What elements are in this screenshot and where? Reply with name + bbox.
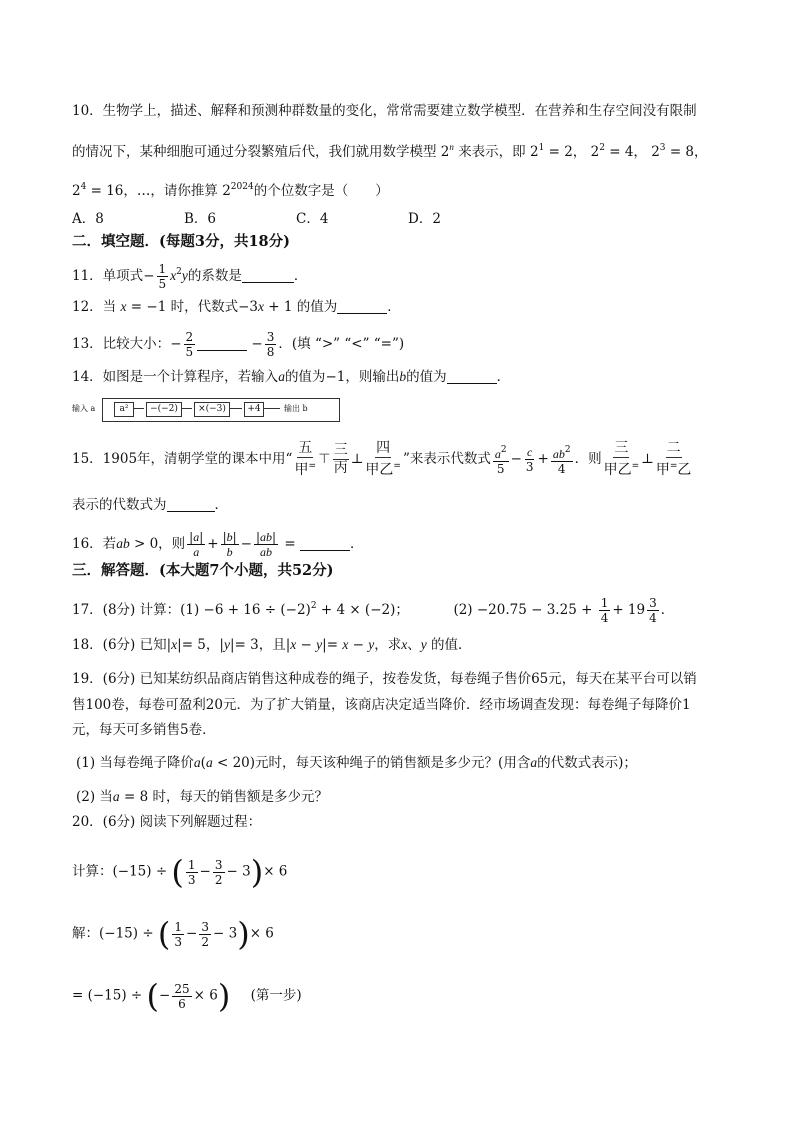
q19-line3: 元，每天可多销售5卷． [72,722,216,738]
section2-heading: 二．填空题．(每题3分，共18分) [72,233,290,250]
q19-line1: 19．(6分) 已知某纺织品商店销售这种成卷的绳子，按卷发货，每卷绳子售价65元，每天在某平台可以销 [72,671,697,687]
flow-arrow [264,408,280,409]
q15: 15．1905年，清朝学堂的课本中用“ $\frac{\text{五}}{甲^=}$ ⊤ $\frac{\text{三}}{\text{丙}}$ ⊥ $\frac{\text{四}}{甲乙^=}$ ”来表示代数式 $\frac{a^2}{5}$ − $\frac{c}{3}$ + $\frac{ab^2}{4}$ ．则 $\frac{\text{三}}{甲乙^=}$ ⊥ $\frac{\text{二}}{甲^=乙}$ [72,440,692,478]
q10-line1: 10．生物学上，描述、解释和预测种群数量的变化，常常需要建立数学模型．在营养和生存空间没有限制 [72,103,697,119]
q10-line2: 的情况下，某种细胞可通过分裂繁殖后代，我们就用数学模型 2$^n$ 来表示，即 $2^1 = 2$， $2^2 = 4$， $2^3 = 8$， [72,142,708,160]
q14: 14．如图是一个计算程序，若输入a的值为−1，则输出b的值为 ． [72,369,511,385]
flow-arrow [134,408,144,409]
q19-line2: 售100卷，每卷可盈利20元．为了扩大销量，该商店决定适当降价．经市场调查发现：每卷绳子每降价1 [72,697,691,713]
flow-arrow [230,408,242,409]
calculation-flowchart [72,398,322,422]
q12: 12．当 x = −1 时，代数式−3x + 1 的值为 ． [72,299,401,315]
section3-heading: 三．解答题．(本大题7个小题，共52分) [72,562,334,579]
flow-box-square: a² [114,402,134,417]
q19-sub2: (2) 当a = 8 时，每天的销售额是多少元？ [76,789,328,805]
q20-calc: 计算：(−15) ÷ ( $\frac{1}{3}$ − $\frac{3}{2}$ − 3)× 6 [72,853,288,891]
q20-solution: 解：(−15) ÷ ( $\frac{1}{3}$ − $\frac{3}{2}$ − 3)× 6 [72,915,274,953]
q15-line2: 表示的代数式为 ． [72,497,228,513]
q11: 11．单项式− $\frac{1}{5}$ $x^2y$的系数是 ． [72,262,308,291]
flow-output-label: 输出 b [284,404,308,413]
q20-title: 20．(6分) 阅读下列解题过程： [72,814,262,830]
flow-box-plus: +4 [244,402,264,417]
q10-line3: $2^4 = 16$，…，请你推算 $2^{2024}$的个位数字是（ ） [72,182,389,199]
option-d: D．2 [408,211,441,227]
q16: 16．若ab > 0，则 $\frac{|a|}{a}$ + $\frac{|b|}{b}$ − $\frac{|ab|}{ab}$ = ． [72,530,364,559]
option-a: A．8 [72,211,104,227]
flow-box-times: ×(−3) [194,402,230,417]
q20-step1: = (−15) ÷ (− $\frac{25}{6}$ × 6) (第一步) [72,977,302,1015]
q17: 17．(8分) 计算：$(1) -6 + 16 \div (-2)^2 + 4 \times (-2)$； (2) −20.75 − 3.25 + $\frac{1}{4}$ + 19 $\frac{3}{4}$ ． [72,596,675,625]
flow-arrow [182,408,192,409]
option-c: C．4 [296,211,329,227]
q13: 13．比较大小：− $\frac{2}{5}$ − $\frac{3}{8}$ ．(填 “>” “<” “=”) [72,330,405,359]
q18: 18．(6分) 已知|x|= 5，|y|= 3，且|x − y|= x − y，求x、y 的值． [72,637,472,653]
flow-input-label: 输入 a [72,404,96,413]
flow-box-minus: −(−2) [146,402,182,417]
option-b: B．6 [184,211,217,227]
q19-sub1: (1) 当每卷绳子降价a(a < 20)元时，每天该种绳子的销售额是多少元？(用含a的代数式表示)； [76,755,637,771]
